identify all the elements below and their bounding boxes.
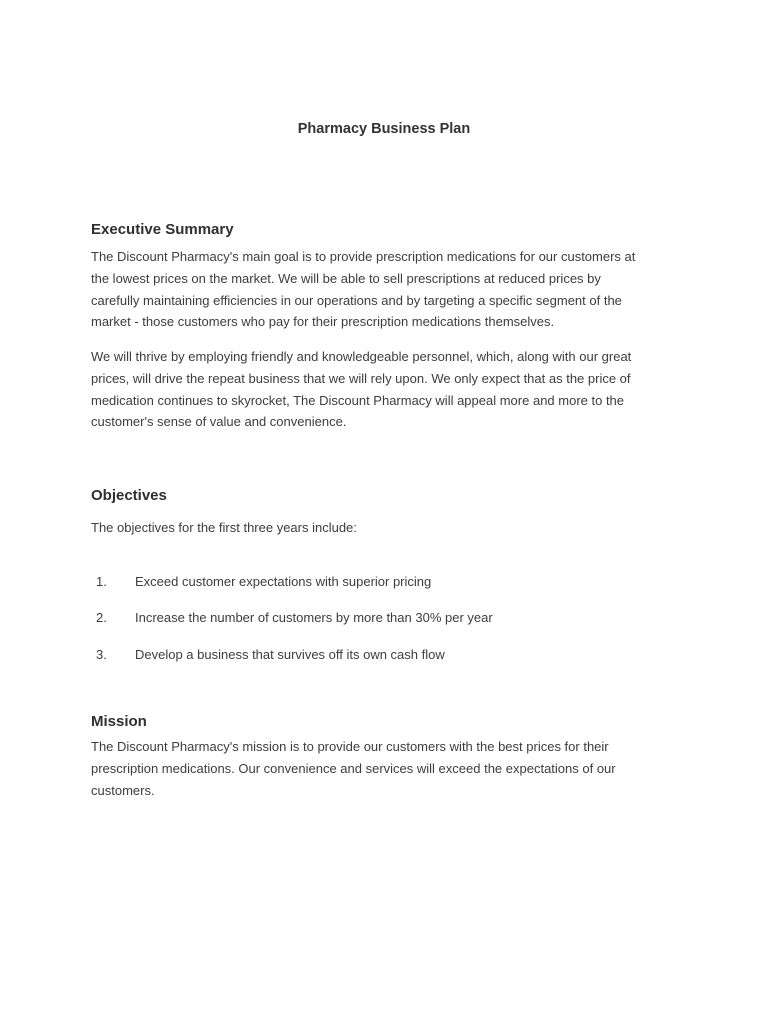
mission-heading: Mission [91,713,147,730]
objectives-heading: Objectives [91,487,167,504]
document-title: Pharmacy Business Plan [297,121,471,137]
paragraph-line: market - those customers who pay for their prescription medications themselves. [91,314,555,330]
paragraph-line: medication continues to skyrocket, The Discount Pharmacy will appeal more and more to the [91,392,625,408]
paragraph-line: customers. [91,782,155,798]
list-item-text: Increase the number of customers by more than 30% per year [135,610,493,625]
mission-paragraph [91,736,691,801]
list-item-text: Develop a business that survives off its own cash flow [135,647,445,662]
objective-list-item [96,607,696,629]
objectives-intro [91,517,691,539]
objective-list-item [96,644,696,666]
list-item-number: 3. [96,647,107,662]
list-item-number: 1. [96,574,107,589]
list-item-text: Exceed customer expectations with superior pricing [135,574,432,589]
paragraph-line: The Discount Pharmacy's mission is to provide our customers with the best prices for their [91,739,609,754]
executive-summary-paragraph-1 [91,246,691,333]
paragraph-line: The Discount Pharmacy's main goal is to provide prescription medications for our customers at [91,249,636,264]
paragraph-line: prescription medications. Our convenience and services will exceed the expectations of our [91,760,616,776]
executive-summary-heading: Executive Summary [91,221,234,238]
executive-summary-paragraph-2 [91,346,691,433]
paragraph-line: The objectives for the first three years include: [91,520,357,535]
paragraph-line: carefully maintaining efficiencies in our operations and by targeting a specific segment of the [91,292,622,308]
list-item-number: 2. [96,610,107,625]
objective-list-item [96,571,696,593]
paragraph-line: We will thrive by employing friendly and knowledgeable personnel, which, along with our great [91,349,632,364]
paragraph-line: prices, will drive the repeat business that we will rely upon. We only expect that as the price of [91,370,631,386]
paragraph-line: customer's sense of value and convenience. [91,414,347,430]
paragraph-line: the lowest prices on the market. We will be able to sell prescriptions at reduced prices by [91,270,601,286]
